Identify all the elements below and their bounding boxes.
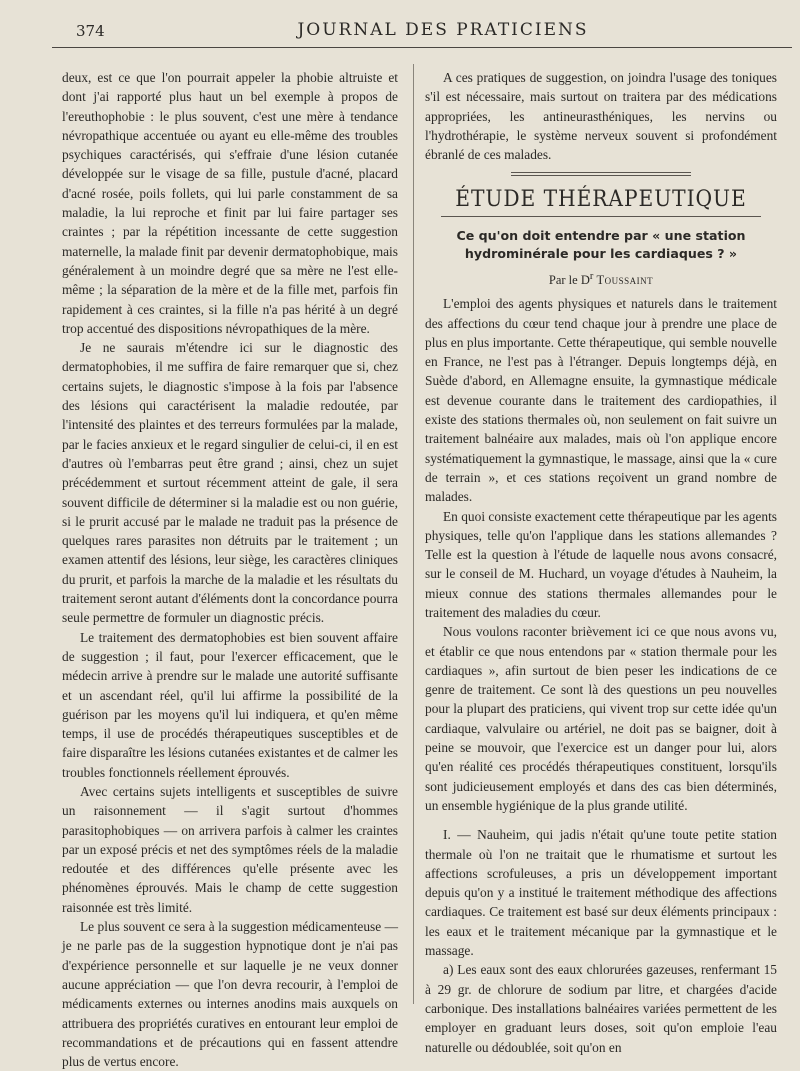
page-number: 374: [76, 22, 105, 40]
left-paragraph-3: Le traitement des dermatophobies est bien souvent affaire de suggestion ; il faut, pour l'exercer efficacement, que le médecin arrive à prendre sur le malade une autorité suffisante et un ascendant réel, qu'il lui affirme la possibilité de la guérison par les moyens qu'il lui indiquera, et qu'en même temps, il use de procédés thérapeutiques susceptibles et de faire disparaître les lésions cutanées existantes et de calmer les troubles fonctionnels réellement éprouvés.: [62, 629, 398, 780]
byline-author: Toussaint: [596, 272, 654, 287]
left-paragraph-1: deux, est ce que l'on pourrait appeler la phobie altruiste et dont j'ai rapporté plus haut un bel exemple à propos de l'ereuthophobie : le plus souvent, c'est une mère à tendance névropathique accentuée ou ayant eu elle-même des troubles psychiques caractérisés, qui s'effraie d'une lésion cutanée développée sur le visage de sa fille, pustule d'acné, placard d'acné rosée, poils follets, qui lui parle constamment de sa maladie, la lui reproche et finit par lui faire partager ses craintes ; par la répétition incessante de cette suggestion maternelle, la malade finit par devenir dermatophobique, mais généralement à un moindre degré que sa mère ne l'est elle-même ; la séparation de la mère et de la fille met, parfois fin rapidement à ces craintes, si la fille n'a pas hérité à un degré trop accentué des dispositions névropathiques de la mère.: [62, 70, 398, 336]
section-title-rule: [441, 216, 761, 217]
right-paragraph-5: a) Les eaux sont des eaux chlorurées gazeuses, renfermant 15 à 29 gr. de chlorure de sodium par litre, et chargées d'acide carbonique. Des installations balnéaires variées permettent de les employer en graduant leurs doses, soit qu'on emploie l'eau naturelle ou dédoublée, soit qu'on en: [425, 962, 777, 1055]
byline: [425, 267, 777, 290]
byline-superscript: r: [589, 270, 594, 282]
right-paragraph-3: Nous voulons raconter brièvement ici ce que nous avons vu, et établir ce que nous entendons par « station thermale pour les cardiaques », afin surtout de bien peser les indications de ce genre de traitement. Ce sont là des questions un peu nouvelles pour la plupart des praticiens, qui vivent trop sur cette idée qu'un cardiaque, valvulaire ou artériel, ne doit pas se baigner, doit à peine se mouvoir, que l'exercice est un danger pour lui, alors qu'en réalité ces procédés thérapeutiques constituent, lorsqu'ils sont judicieusement employés et dans des cas bien déterminés, un ensemble hygiénique de la plus grande utilité.: [425, 624, 777, 813]
right-paragraph-4: I. — Nauheim, qui jadis n'était qu'une toute petite station thermale où l'on ne traitait que le rhumatisme et surtout les affections scrofuleuses, a pris un développement important depuis qu'on y a institué le traitement méthodique des affections cardiaques. Ce traitement est basé sur deux éléments principaux : les eaux et le traitement mécanique par la gymnastique et le massage.: [425, 827, 777, 959]
section-rule-double: [511, 175, 691, 176]
page-header: [64, 18, 782, 40]
left-paragraph-5: Le plus souvent ce sera à la suggestion médicamenteuse — je ne parle pas de la suggestion hypnotique dont je n'ai pas d'expérience personnelle et sur laquelle je ne veux donner aucune appréciation — que l'on devra recourir, à l'emploi de médicaments externes ou internes anodins mais auxquels on attribuera des propriétés curatives en entourant leur emploi de recommandations et de précautions qui en fassent attendre plus de vertus encore.: [62, 919, 398, 1070]
section-rule: [511, 172, 691, 173]
right-paragraph-1: L'emploi des agents physiques et naturels dans le traitement des affections du cœur tend chaque jour à prendre une place de plus en plus importante. Cette thérapeutique, qui semble nouvelle en France, ne l'est pas à l'étranger. Depuis longtemps déjà, en Suède d'abord, en Allemagne ensuite, la gymnastique médicale est devenue courante dans le traitement des cardiopathies, il existe des stations thermales où, non seulement on fait suivre un traitement balnéaire aux malades, mais où l'on applique encore systématiquement la gymnastique, le massage, ainsi que la « cure de terrain », et ces stations reçoivent un grand nombre de malades.: [425, 296, 777, 505]
left-paragraph-2: Je ne saurais m'étendre ici sur le diagnostic des dermatophobies, il me suffira de faire remarquer que si, chez certains sujets, le diagnostic s'impose à la fois par l'absence des lésions qui caractérisent la maladie redoutée, par l'intensité des plaintes et des terreurs formulées par la malade, par le facies anxieux et le regard singulier de celui-ci, il en est d'autres où l'embarras peut être grand ; ainsi, chez un sujet précédemment et surtout récemment atteint de gale, il sera souvent difficile de déterminer si la maladie est ou non guérie, si le prurit accusé par le malade ne traduit pas la présence de quelques rares parasites non détruits par le traitement ; un examen attentif des lésions, leur siège, les caractères cliniques du prurit, et parfois la marche de la maladie et les résultats du traitement seront autant d'éléments dont la concordance pourra seule permettre de formuler un diagnostic précis.: [62, 340, 398, 626]
running-head: JOURNAL DES PRATICIENS: [297, 20, 589, 40]
right-intro-paragraph: A ces pratiques de suggestion, on joindra l'usage des toniques s'il est nécessaire, mais surtout on traitera par des médications appropriées, les antineurasthéniques, les nervins ou l'hydrothérapie, le système nerveux souvent si profondément ébranlé de ces malades.: [425, 70, 777, 163]
left-column: [62, 68, 398, 1071]
byline-prefix: Par le D: [548, 272, 590, 287]
header-rule: [52, 47, 792, 48]
right-paragraph-2: En quoi consiste exactement cette thérapeutique par les agents physiques, telle qu'on l'applique dans les stations allemandes ? Telle est la question à l'étude de laquelle nous avons consacré, sur le conseil de M. Huchard, un voyage d'études à Nauheim, la mieux connue des stations thermales allemandes pour le traitement des maladies du cœur.: [425, 508, 777, 620]
column-divider: [413, 64, 414, 1004]
article-title: Ce qu'on doit entendre par « une station hydrominérale pour les cardiaques ? »: [456, 227, 746, 261]
section-title: ÉTUDE THÉRAPEUTIQUE: [455, 187, 747, 213]
right-column: [425, 68, 777, 1057]
left-paragraph-4: Avec certains sujets intelligents et susceptibles de suivre un raisonnement — il s'agit surtout d'hommes parasitophobiques — on arrivera parfois à calmer les craintes par un exposé précis et net des symptômes réels de la maladie redoutée et des différences qu'elle présente avec les phénomènes éprouvés. Mais le champ de cette suggestion raisonnée est très limité.: [62, 783, 398, 915]
